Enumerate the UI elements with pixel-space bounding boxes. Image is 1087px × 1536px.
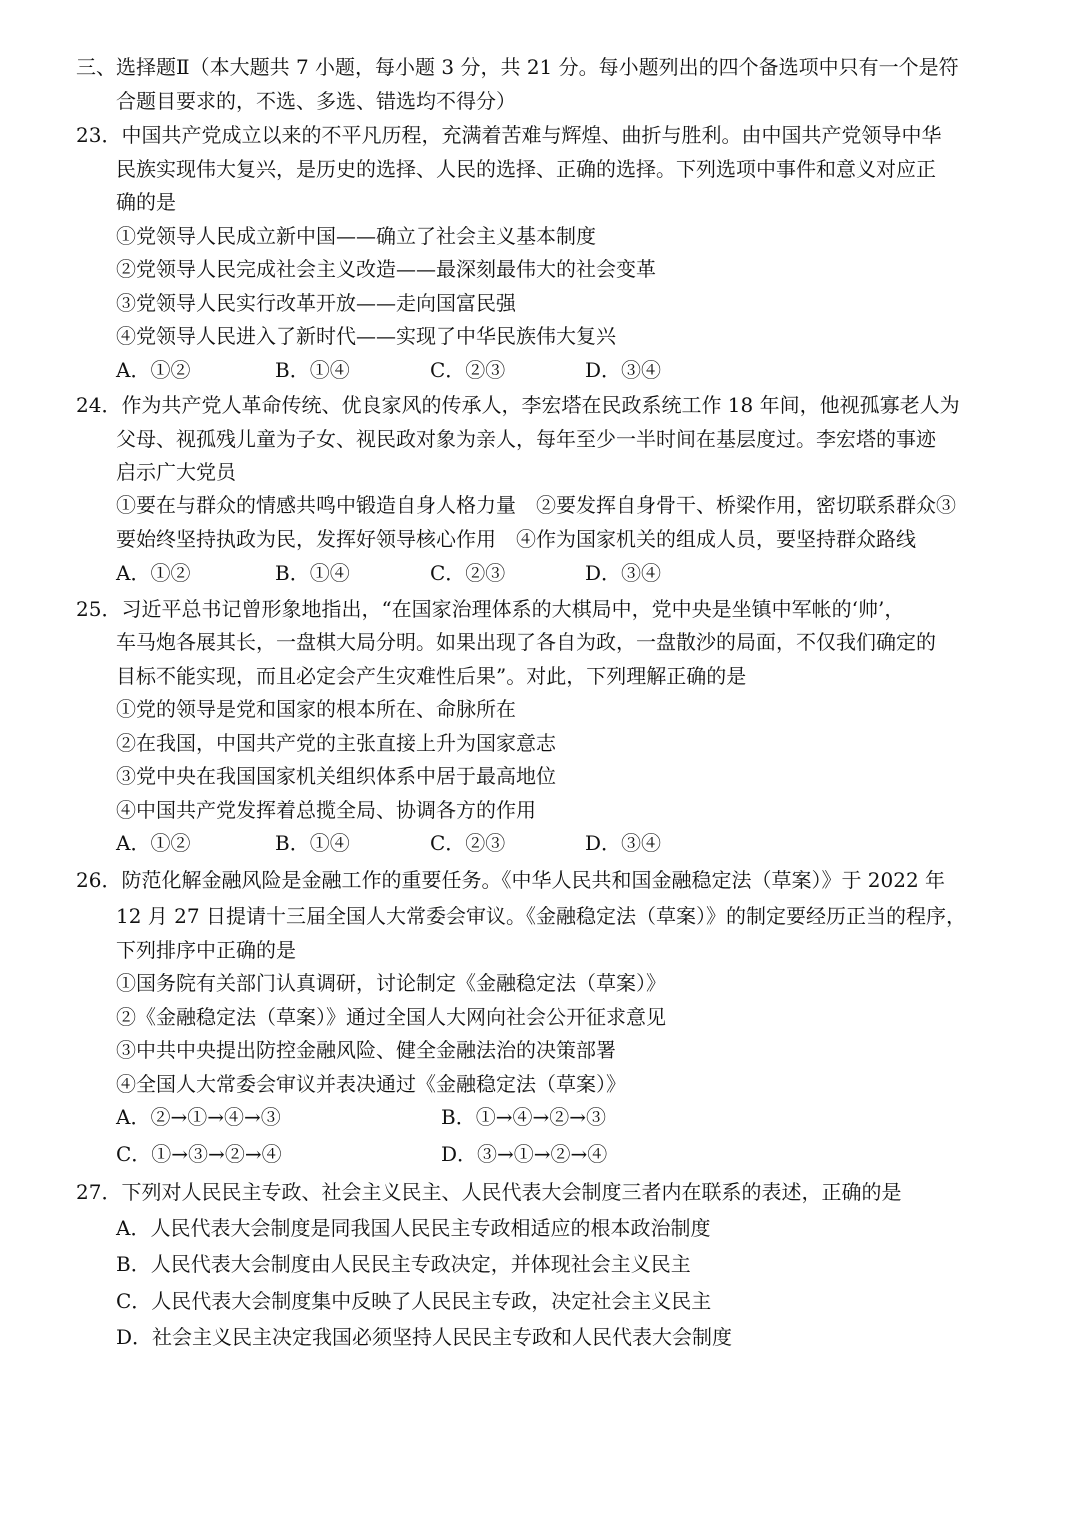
- question-27-stem: 27．下列对人民民主专政、社会主义民主、人民代表大会制度三者内在联系的表述，正确的是: [76, 1180, 902, 1204]
- question-23-statement-3: ③党领导人民实行改革开放——走向国富民强: [116, 291, 516, 315]
- question-23-stem-line-3: 确的是: [116, 190, 176, 214]
- question-25-option-a: A．①②: [116, 831, 191, 855]
- question-23-option-c: C．②③: [430, 358, 506, 382]
- question-23-option-a: A．①②: [116, 358, 191, 382]
- question-24-statements-line-1: ①要在与群众的情感共鸣中锻造自身人格力量 ②要发挥自身骨干、桥梁作用，密切联系群众③: [116, 493, 956, 517]
- question-27-option-c: C．人民代表大会制度集中反映了人民民主专政，决定社会主义民主: [116, 1289, 712, 1313]
- question-25-option-d: D．③④: [585, 831, 662, 855]
- question-26-option-d: D．③→①→②→④: [441, 1142, 608, 1166]
- question-23-statement-2: ②党领导人民完成社会主义改造——最深刻最伟大的社会变革: [116, 257, 656, 281]
- question-25-stem-line-3: 目标不能实现，而且必定会产生灾难性后果”。对此，下列理解正确的是: [116, 664, 747, 688]
- question-25-option-b: B．①④: [275, 831, 350, 855]
- question-25-stem-line-1: 25．习近平总书记曾形象地指出，“在国家治理体系的大棋局中，党中央是坐镇中军帐的‘帅’，: [76, 597, 905, 621]
- question-23-option-b: B．①④: [275, 358, 350, 382]
- question-26-stem-line-2: 12 月 27 日提请十三届全国人大常委会审议。《金融稳定法（草案）》的制定要经历正当的程序，: [116, 904, 966, 928]
- question-26-stem-line-3: 下列排序中正确的是: [116, 938, 296, 962]
- question-24-option-b: B．①④: [275, 561, 350, 585]
- question-25-option-c: C．②③: [430, 831, 506, 855]
- question-26-option-a: A．②→①→④→③: [116, 1105, 281, 1129]
- question-26-option-b: B．①→④→②→③: [441, 1105, 606, 1129]
- question-25-statement-4: ④中国共产党发挥着总揽全局、协调各方的作用: [116, 798, 536, 822]
- question-24-stem-line-2: 父母、视孤残儿童为子女、视民政对象为亲人，每年至少一半时间在基层度过。李宏塔的事迹: [116, 427, 936, 451]
- question-26-stem-line-1: 26．防范化解金融风险是金融工作的重要任务。《中华人民共和国金融稳定法（草案）》于 2022 年: [76, 868, 946, 892]
- question-26-statement-1: ①国务院有关部门认真调研，讨论制定《金融稳定法（草案）》: [116, 971, 666, 995]
- question-24-statements-line-2: 要始终坚持执政为民，发挥好领导核心作用 ④作为国家机关的组成人员，要坚持群众路线: [116, 527, 916, 551]
- question-24-option-d: D．③④: [585, 561, 662, 585]
- question-23-stem-line-2: 民族实现伟大复兴，是历史的选择、人民的选择、正确的选择。下列选项中事件和意义对应正: [116, 157, 936, 181]
- question-26-statement-3: ③中共中央提出防控金融风险、健全金融法治的决策部署: [116, 1038, 616, 1062]
- question-25-statement-2: ②在我国，中国共产党的主张直接上升为国家意志: [116, 731, 556, 755]
- question-23-option-d: D．③④: [585, 358, 662, 382]
- question-23-stem-line-1: 23．中国共产党成立以来的不平凡历程，充满着苦难与辉煌、曲折与胜利。由中国共产党领导中华: [76, 123, 942, 147]
- question-27-option-b: B．人民代表大会制度由人民民主专政决定，并体现社会主义民主: [116, 1252, 691, 1276]
- question-27-option-d: D．社会主义民主决定我国必须坚持人民民主专政和人民代表大会制度: [116, 1325, 733, 1349]
- question-23-statement-1: ①党领导人民成立新中国——确立了社会主义基本制度: [116, 224, 596, 248]
- question-25-statement-1: ①党的领导是党和国家的根本所在、命脉所在: [116, 697, 516, 721]
- question-26-statement-4: ④全国人大常委会审议并表决通过《金融稳定法（草案）》: [116, 1072, 626, 1096]
- question-23-statement-4: ④党领导人民进入了新时代——实现了中华民族伟大复兴: [116, 324, 616, 348]
- question-25-stem-line-2: 车马炮各展其长，一盘棋大局分明。如果出现了各自为政，一盘散沙的局面，不仅我们确定的: [116, 630, 936, 654]
- question-24-stem-line-1: 24．作为共产党人革命传统、优良家风的传承人，李宏塔在民政系统工作 18 年间，他视孤寡老人为: [76, 393, 960, 417]
- question-26-statement-2: ②《金融稳定法（草案）》通过全国人大网向社会公开征求意见: [116, 1005, 666, 1029]
- section-header-line-1: 三、选择题Ⅱ（本大题共 7 小题，每小题 3 分，共 21 分。每小题列出的四个备选项中只有一个是符: [76, 55, 959, 79]
- question-24-option-a: A．①②: [116, 561, 191, 585]
- question-24-option-c: C．②③: [430, 561, 506, 585]
- section-header-line-2: 合题目要求的，不选、多选、错选均不得分）: [116, 89, 516, 113]
- question-24-stem-line-3: 启示广大党员: [116, 460, 236, 484]
- question-27-option-a: A．人民代表大会制度是同我国人民民主专政相适应的根本政治制度: [116, 1216, 711, 1240]
- question-26-option-c: C．①→③→②→④: [116, 1142, 282, 1166]
- question-25-statement-3: ③党中央在我国国家机关组织体系中居于最高地位: [116, 764, 556, 788]
